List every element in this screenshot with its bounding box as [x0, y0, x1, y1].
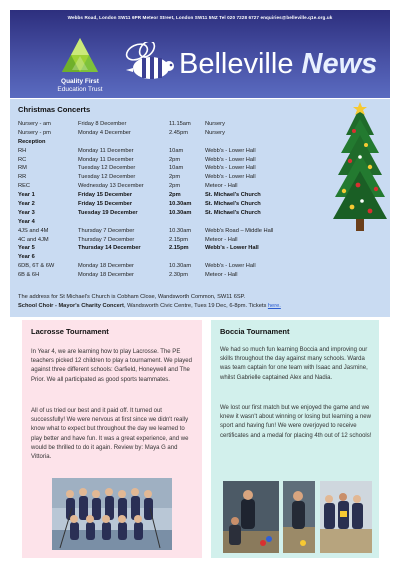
boccia-photo-3	[320, 481, 372, 553]
concert-group: Reception	[18, 138, 46, 145]
choir-note-details: , Wandsworth Civic Centre, Tues 19 Dec, 6-8pm. Tickets	[123, 303, 268, 309]
boccia-photo-2	[283, 481, 315, 553]
lacrosse-team-photo	[52, 478, 172, 550]
concert-venue: Nursery	[205, 129, 225, 136]
concert-venue: Webb's - Lower Hall	[205, 165, 256, 172]
school-address: Webbs Road, London SW11 6PR Meteor Street, London SW11 5NZ Tel 020 7228 6727 enquiries@belleville.q1e.org.uk	[67, 15, 333, 20]
concert-group: RH	[18, 147, 27, 154]
concert-venue: St. Michael's Church	[205, 201, 261, 208]
concert-time: 10.30am	[169, 227, 192, 234]
concert-row	[18, 120, 338, 129]
concert-date: Friday 15 December	[78, 192, 133, 199]
concert-group: RR	[18, 174, 27, 181]
christmas-concerts-section	[10, 99, 390, 317]
choir-note-title: School Choir - Mayor's Charity Concert	[18, 303, 124, 309]
concert-time: 2pm	[169, 174, 181, 181]
concert-group: 4JS and 4M	[18, 227, 49, 234]
lacrosse-paragraph-1: In Year 4, we are learning how to play Lacrosse. The PE teachers picked 12 children to play a tournament. We played against three different schools: Garfield, Honeywell and The Prior. We all participated as good sports teammates.	[31, 349, 192, 383]
concert-venue: Webb's Road – Middle Hall	[205, 227, 274, 234]
quality-first-logo-icon	[52, 36, 108, 76]
concert-time: 2pm	[169, 156, 181, 163]
concert-time: 10am	[169, 165, 184, 172]
concert-group: Year 2	[18, 201, 35, 208]
concert-time: 2pm	[169, 192, 181, 199]
concert-group: Nursery - am	[18, 121, 51, 127]
concert-row	[18, 182, 338, 191]
concert-time: 10.30am	[169, 263, 192, 270]
concert-group: Year 3	[18, 209, 35, 216]
concert-group: Year 4	[18, 218, 35, 225]
boccia-title: Boccia Tournament	[220, 327, 290, 336]
concert-date: Thursday 14 December	[78, 245, 141, 252]
title-accent: News	[301, 48, 378, 80]
concert-date: Thursday 7 December	[78, 236, 135, 243]
christmas-tree-icon	[332, 101, 388, 237]
concert-venue: Meteor - Hall	[205, 236, 238, 243]
concert-row	[18, 253, 338, 262]
trust-name-line2: Education Trust	[57, 85, 103, 93]
concert-venue: Webb's - Lower Hall	[205, 147, 256, 154]
concert-date: Tuesday 12 December	[78, 165, 136, 172]
concert-notes	[18, 293, 386, 311]
concert-date: Monday 11 December	[78, 156, 134, 163]
concert-venue: St. Michael's Church	[205, 192, 261, 199]
concert-venue: Nursery	[205, 121, 225, 127]
concert-row	[18, 129, 338, 138]
concert-venue: Webb's - Lower Hall	[205, 263, 256, 270]
bee-logo-icon	[123, 42, 175, 86]
concert-time: 2.15pm	[169, 236, 188, 243]
concert-time: 2pm	[169, 183, 181, 190]
concert-row	[18, 138, 338, 147]
tickets-link[interactable]: here.	[267, 303, 281, 309]
boccia-photo-1	[223, 481, 279, 553]
lacrosse-tournament-panel	[22, 320, 202, 558]
concert-date: Wednesday 13 December	[78, 183, 144, 190]
concert-row	[18, 164, 338, 173]
concert-row	[18, 262, 338, 271]
concert-group: REC	[18, 183, 31, 190]
boccia-tournament-panel	[211, 320, 379, 558]
boccia-paragraph-2: We lost our first match but we enjoyed the game and we knew it wasn't about winning or losing but learning a new sport and having fun! We were overjoyed to receive certificates and a medal for placing 4th out of 12 schools!	[220, 405, 372, 439]
concert-group: Year 5	[18, 245, 35, 252]
concert-time: 10am	[169, 147, 184, 154]
concert-row	[18, 227, 338, 236]
concert-group: RM	[18, 165, 27, 172]
concert-date: Monday 4 December	[78, 129, 131, 136]
concert-row	[18, 236, 338, 245]
concert-date: Friday 8 December	[78, 121, 127, 127]
concert-date: Tuesday 19 December	[78, 209, 138, 216]
concert-venue: Meteor - Hall	[205, 183, 238, 190]
concert-group: Year 1	[18, 192, 35, 199]
concert-group: 6B & 6H	[18, 272, 40, 279]
concert-schedule	[18, 120, 338, 280]
lacrosse-title: Lacrosse Tournament	[31, 327, 109, 336]
trust-name-line1: Quality First	[61, 78, 99, 85]
newsletter-header	[10, 10, 390, 98]
concert-group: 6DB, 6T & 6W	[18, 263, 55, 270]
concert-row	[18, 156, 338, 165]
title-main: Belleville	[179, 48, 294, 80]
concert-group: Nursery - pm	[18, 129, 51, 136]
concert-row	[18, 200, 338, 209]
concert-group: RC	[18, 156, 27, 163]
concert-venue: Meteor - Hall	[205, 272, 238, 279]
concert-time: 10.30am	[169, 201, 192, 208]
concert-time: 11.15am	[169, 121, 191, 127]
concert-date: Friday 15 December	[78, 201, 133, 208]
lacrosse-paragraph-2: All of us tried our best and it paid off. It turned out successfully! We were nervous at first since we didn't really know what to expect but throughout the day we learned to play better and have fun. It was a great experience, and we would be thrilled to do it again. Review by: Maya G and Vittoria.	[31, 408, 189, 461]
concert-row	[18, 173, 338, 182]
concert-row	[18, 218, 338, 227]
concert-time: 2.30pm	[169, 272, 188, 279]
concert-time: 2.45pm	[169, 129, 188, 136]
concert-venue: St. Michael's Church	[205, 209, 261, 216]
concert-venue: Webb's - Lower Hall	[205, 245, 259, 252]
concert-row	[18, 191, 338, 200]
concert-time: 2.15pm	[169, 245, 189, 252]
trust-name	[30, 78, 130, 93]
concert-row	[18, 147, 338, 156]
concert-time: 10.30am	[169, 209, 192, 216]
choir-note	[18, 302, 386, 311]
newsletter-title	[179, 48, 377, 81]
concert-venue: Webb's - Lower Hall	[205, 174, 256, 181]
concert-date: Thursday 7 December	[78, 227, 135, 234]
concert-group: Year 6	[18, 254, 35, 261]
concert-venue: Webb's - Lower Hall	[205, 156, 256, 163]
section-heading: Christmas Concerts	[18, 105, 91, 114]
concert-group: 4C and 4JM	[18, 236, 49, 243]
concert-date: Monday 11 December	[78, 147, 134, 154]
boccia-paragraph-1: We had so much fun learning Boccia and improving our skills throughout the day against many schools. Warda was team captain for one team with Isaac and Jasmine, whilst Gabrielle captained Alex and Nadia.	[220, 347, 368, 381]
concert-date: Monday 18 December	[78, 272, 134, 279]
concert-date: Monday 18 December	[78, 263, 134, 270]
concert-row	[18, 209, 338, 218]
concert-row	[18, 271, 338, 280]
concert-row	[18, 244, 338, 253]
church-address-note: The address for St Michael's Church is Cobham Close, Wandsworth Common, SW11 6SP.	[18, 294, 246, 300]
concert-date: Tuesday 12 December	[78, 174, 136, 181]
